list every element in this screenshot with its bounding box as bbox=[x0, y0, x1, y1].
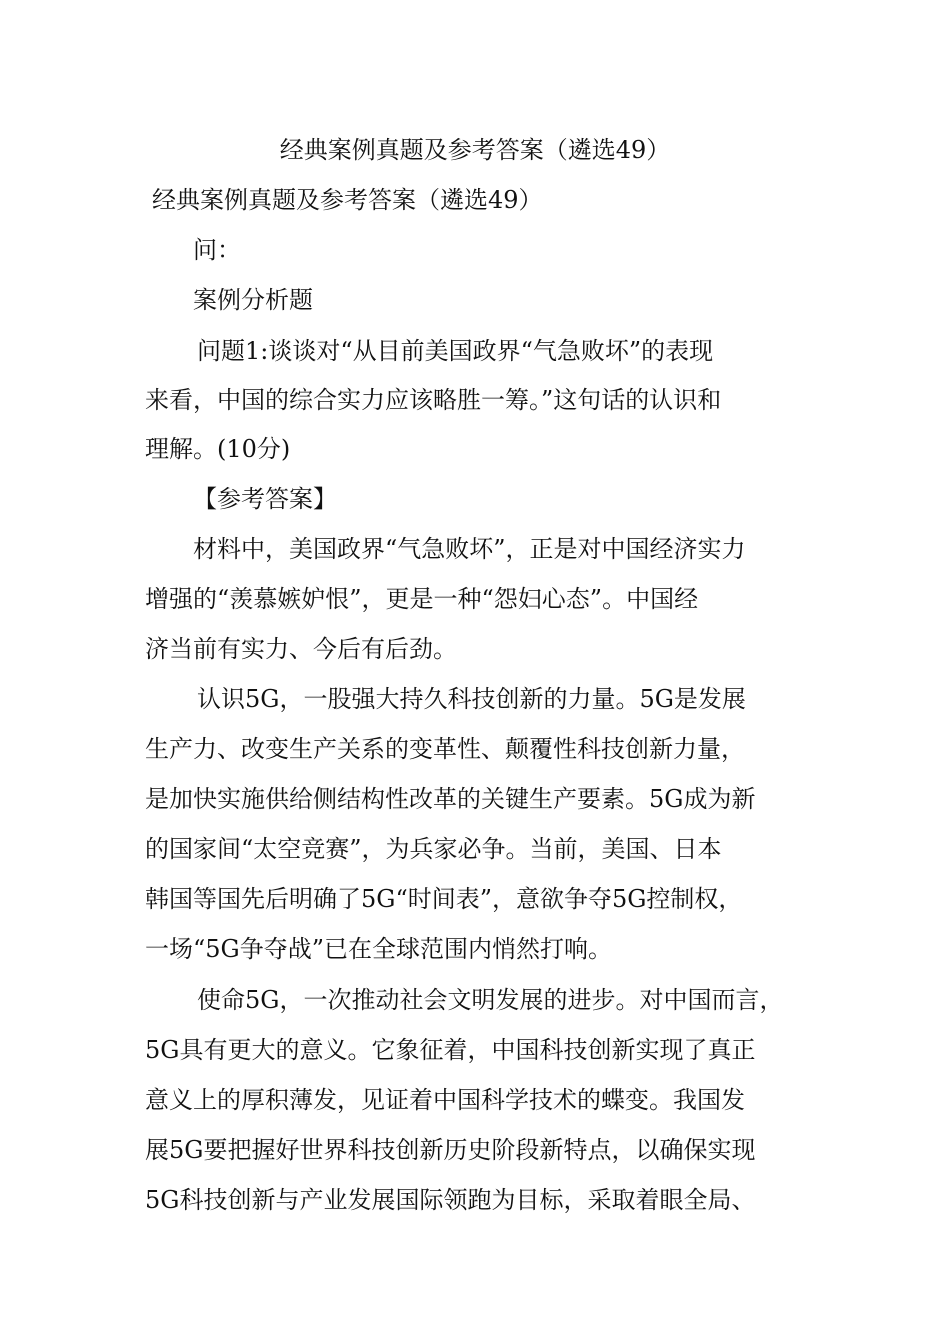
paragraph-question-label: 问： bbox=[193, 236, 241, 264]
answer-p2-line-2: 生产力、改变生产关系的变革性、颠覆性科技创新力量， bbox=[145, 735, 745, 763]
answer-p1-line-1: 材料中，美国政界“气急败坏”，正是对中国经济实力 bbox=[193, 535, 746, 563]
answer-p3-line-3: 意义上的厚积薄发，见证着中国科学技术的蝶变。我国发 bbox=[145, 1086, 745, 1114]
answer-p1-line-2: 增强的“羡慕嫉妒恨”，更是一种“怨妇心态”。中国经 bbox=[145, 585, 699, 613]
answer-p3-line-2: 5G具有更大的意义。它象征着，中国科技创新实现了真正 bbox=[145, 1036, 756, 1064]
answer-p2-line-6: 一场“5G争夺战”已在全球范围内悄然打响。 bbox=[145, 935, 612, 963]
reference-answer-heading: 【参考答案】 bbox=[193, 485, 337, 513]
answer-p3-line-4: 展5G要把握好世界科技创新历史阶段新特点，以确保实现 bbox=[145, 1136, 756, 1164]
document-subtitle: 经典案例真题及参考答案（遴选49） bbox=[152, 186, 543, 214]
answer-p2-line-5: 韩国等国先后明确了5G“时间表”，意欲争夺5G控制权， bbox=[145, 885, 743, 913]
answer-p3-line-5: 5G科技创新与产业发展国际领跑为目标，采取着眼全局、 bbox=[145, 1186, 756, 1214]
question-line-2: 来看，中国的综合实力应该略胜一筹。”这句话的认识和 bbox=[145, 386, 722, 414]
answer-p3-line-1: 使命5G，一次推动社会文明发展的进步。对中国而言， bbox=[197, 986, 784, 1014]
answer-p2-line-1: 认识5G，一股强大持久科技创新的力量。5G是发展 bbox=[197, 685, 746, 713]
document-title: 经典案例真题及参考答案（遴选49） bbox=[279, 136, 671, 164]
question-line-1: 问题1:谈谈对“从目前美国政界“气急败坏”的表现 bbox=[197, 337, 714, 365]
answer-p2-line-4: 的国家间“太空竞赛”，为兵家必争。当前，美国、日本 bbox=[145, 835, 722, 863]
answer-p2-line-3: 是加快实施供给侧结构性改革的关键生产要素。5G成为新 bbox=[145, 785, 756, 813]
answer-p1-line-3: 济当前有实力、今后有后劲。 bbox=[145, 635, 457, 663]
paragraph-case-analysis: 案例分析题 bbox=[193, 286, 313, 314]
question-line-3: 理解。(10分) bbox=[145, 435, 291, 463]
